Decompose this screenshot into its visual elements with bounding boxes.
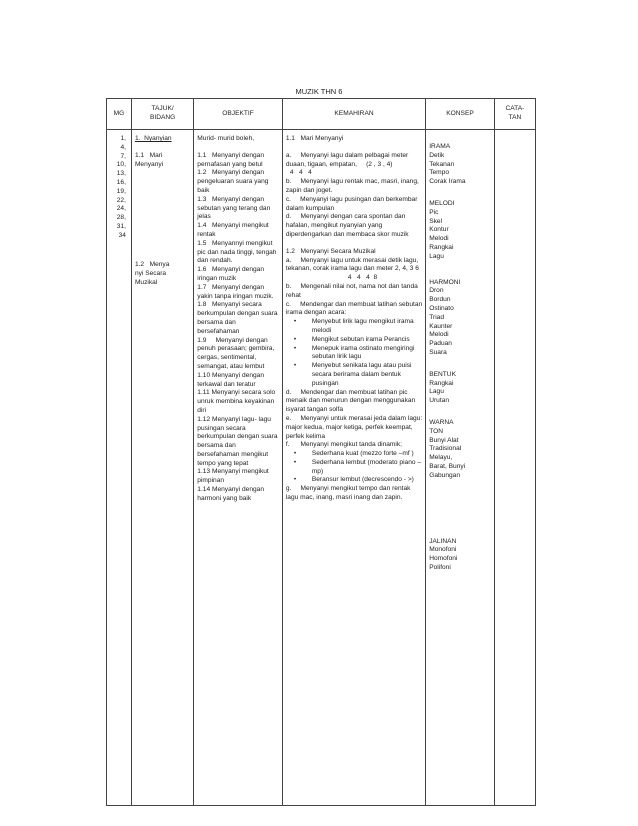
objektif-item: 1.14 Menyanyi dengan harmoni yang baik [197,486,266,502]
objektif-item: 1.11 Menyanyi secara solo unruk membina keyakinan diri [197,389,278,414]
konsep-item: Polifoni [429,563,451,571]
konsep-item: Barat, Bunyi [429,462,466,470]
tajuk-nyanyian: 1. Nyanyian [134,135,172,142]
header-kemahiran: KEMAHIRAN [282,99,425,130]
mg-week: 22, [116,196,126,204]
konsep-item: Ostinato [429,304,454,312]
kemahiran-meter: 4 4 4 8 [347,274,378,282]
kemahiran-heading: 1.2 Menyanyi Secara Muzikal [285,247,376,255]
mg-week: 24, [116,205,126,213]
konsep-group-melodi [429,200,491,262]
konsep-item: Tekanan [429,160,455,168]
bullet-list [286,450,422,485]
objektif-item: 1.3 Menyanyi dengan sebutan yang terang dan jelas [197,195,273,221]
header-catatan: CATA- TAN [494,99,535,130]
objektif-item: 1.7 Menyanyi dengan yakin tanpa iringan muzik. [197,283,274,300]
objektif-item: 1.1 Menyanyi dengan pernafasan yang betul [197,151,266,168]
tajuk-menyanyi-secara-muzikal: 1.2 Menya nyi Secara Muzikal [134,261,170,286]
mg-week: 34 [118,231,126,239]
header-mg: MG [107,99,132,130]
header-konsep: KONSEP [426,99,495,130]
header-tajuk: TAJUK/ BIDANG [131,99,193,130]
objektif-item: 1.8 Menyanyi secara berkumpulan dengan suara bersama dan bersefahaman [197,301,280,335]
cell-catatan [494,130,535,806]
konsep-item: Rangkai [429,379,454,387]
konsep-item: Dron [429,287,444,295]
list-item: • Sederhana kuat (mezzo forte –mf ) [312,450,422,459]
konsep-item: Melodi [429,235,449,243]
konsep-item: Triad [429,313,444,321]
konsep-item: Rangkai [429,243,454,251]
konsep-group-bentuk [429,371,491,406]
mg-week: 19, [116,187,126,195]
document-title: MUZIK THN 6 [295,87,343,96]
konsep-head: BENTUK [429,370,456,378]
cell-tajuk [131,130,193,806]
mg-week: 1, [120,135,126,142]
mg-week: 7, [120,152,126,160]
konsep-item: Homofoni [429,555,458,563]
kemahiran-item: d. Mendengar dan membuat latihan pic menaik dan menurun dengan menggunakan isyarat tangan solfa [285,388,418,414]
konsep-item: Gabungan [429,471,461,479]
objektif-item: 1.5 Menyannyi mengikut pic dan nada tinggi, tengah dan rendah. [197,239,279,265]
list-item: • Menyebut senikata lagu atau puisi secara berirama dalam bentuk pusingan [312,362,422,388]
list-item: • Mengikut sebutan irama Perancis [312,336,422,345]
header-row [107,99,536,130]
objektif-item: 1.10 Menyanyi dengan terkawal dan teratur [197,371,266,388]
header-objektif: OBJEKTIF [194,99,283,130]
list-item: • Menyebut lirik lagu mengikut irama melodi [312,318,422,336]
cell-objektif [194,130,283,806]
cell-konsep [426,130,495,806]
objektif-item: 1.13 Menyanyi mengikut pimpinan [197,468,271,485]
objektif-item: 1.6 Menyanyi dengan iringan muzik [197,266,266,282]
konsep-item: TON [429,427,444,435]
bullet-list [286,318,422,388]
konsep-head: IRAMA [429,143,451,150]
mg-week: 13, [116,170,126,178]
mg-week: 16, [116,178,126,186]
kemahiran-item: a. Menyanyi lagu dalam pelbagai meter duaan, tigaan, empatan, (2 , 3 , 4) [285,151,411,168]
objektif-item: 1.9 Menyanyi dengan penuh perasaan; gembira, cergas, sentimental, semangat, atau lembut [197,336,277,370]
konsep-item: Lagu [429,388,444,396]
konsep-item: Monofoni [429,546,457,554]
mg-week: 10, [116,161,126,169]
objektif-item: 1.12 Menyanyi lagu- lagu pusingan secara berkumpulan dengan suara bersama dan bersefahaman mengikut tempo yang tepat [197,415,280,467]
konsep-group-jalinan [429,538,491,573]
objektif-item: 1.2 Menyanyi dengan pengeluaran suara yang baik [197,169,271,194]
objektif-item: 1.4 Menyanyi mengikut rentak [197,222,271,238]
cell-kemahiran [282,130,425,806]
konsep-item: Paduan [429,340,452,348]
konsep-item: Tradisional [429,445,462,453]
konsep-item: Melayu, [429,454,453,462]
list-item: • Sederhana lembut (moderato piano –mp) [312,459,422,477]
konsep-item: Lagu [429,252,444,260]
konsep-item: Pic [429,208,439,216]
list-item: • Beransur lembut (decrescendo - >) [312,476,422,485]
konsep-item: Tempo [429,169,450,177]
konsep-item: Kontur [429,226,449,234]
cell-mg [107,130,132,806]
list-item: • Menepuk irama ostinato mengiringi sebutan lirik lagu [312,345,422,363]
kemahiran-item: d. Menyanyi dengan cara spontan dan hafalan, mengikut nyanyian yang diperdengarkan dan membaca skor muzik [285,213,409,238]
kemahiran-meter: 4 4 4 [289,169,312,177]
konsep-group-irama [429,143,491,187]
kemahiran-item: b. Mengenali nilai not, nama not dan tanda rehat [285,282,420,299]
lesson-plan-table [106,98,536,806]
konsep-item: Suara [429,348,447,356]
konsep-head: WARNA [429,418,454,426]
objektif-intro: Murid- murid boleh, [197,135,255,142]
mg-week: 28, [116,214,126,222]
kemahiran-heading: 1.1 Mari Menyanyi [285,135,344,142]
table-row [107,130,536,806]
kemahiran-item: b. Menyanyi lagu rentak mac, masri, inang, zapin dan joget. [285,178,421,194]
kemahiran-item: c. Menyanyi lagu pusingan dan berkembar dalam kumpulan [285,195,420,212]
konsep-head: MELODI [429,199,455,207]
kemahiran-item: g. Menyanyi mengikut tempo dan rentak lagu mac, inang, masri inang dan zapin. [285,485,413,502]
konsep-item: Bordun [429,296,451,304]
konsep-item: Melodi [429,331,449,339]
kemahiran-item: a. Menyanyi lagu untuk merasai detik lagu, tekanan, corak irama lagu dan meter 2, 4, 3 6 [285,256,420,273]
konsep-item: Kaunter [429,322,453,330]
konsep-head: JALINAN [429,537,457,545]
kemahiran-item: e. Menyanyi untuk merasai jeda dalam lagu: major kedua, major ketiga, perfek keempat, perfek kelima [285,414,425,440]
kemahiran-item: c. Mendengar dan membuat latihan sebutan irama dengan acara: [285,300,425,317]
konsep-group-harmoni [429,279,491,358]
konsep-item: Urutan [429,397,450,405]
tajuk-mari-menyanyi: 1.1 Mari Menyanyi [134,151,164,168]
konsep-item: Corak Irama [429,178,466,186]
kemahiran-item: f. Menyanyi mengikut tanda dinamik; [285,441,402,449]
konsep-item: Detik [429,151,445,159]
konsep-group-warna [429,419,491,481]
konsep-item: Bunyi Alat [429,436,459,444]
konsep-head: HARMONI [429,278,461,286]
mg-week: 31, [116,222,126,230]
konsep-item: Skel [429,217,443,225]
mg-week: 4, [120,143,126,151]
